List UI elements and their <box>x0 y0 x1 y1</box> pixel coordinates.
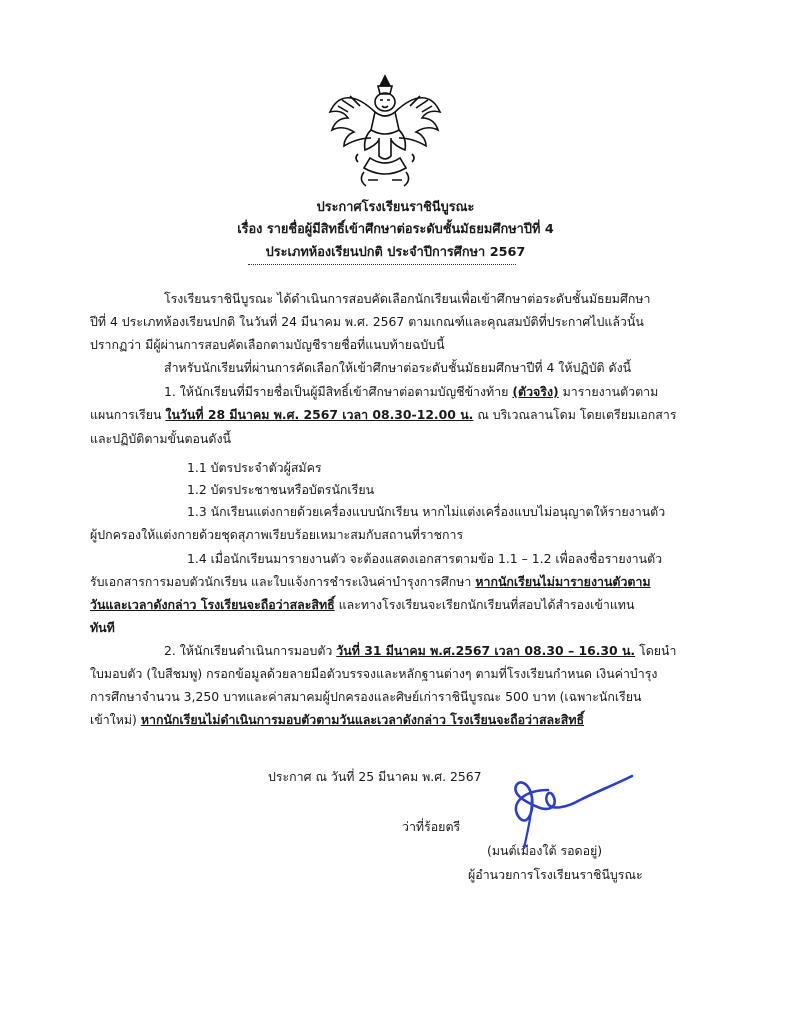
subitem-1-4-line2 <box>90 573 651 592</box>
item2-forfeit-warning: หากนักเรียนไม่ดำเนินการมอบตัวตามวันและเวลาดังกล่าว โรงเรียนจะถือว่าสละสิทธิ์ <box>140 712 585 727</box>
announcement-date: ประกาศ ณ วันที่ 25 มีนาคม พ.ศ. 2567 <box>268 769 482 784</box>
announcement-title: ประกาศโรงเรียนราชินีบูรณะ <box>316 200 475 215</box>
subitem-1-4-line3 <box>90 596 634 615</box>
signer-rank: ว่าที่ร้อยตรี <box>402 819 461 834</box>
item1-line1-text: 1. ให้นักเรียนที่มีรายชื่อเป็นผู้มีสิทธิ์เข้าศึกษาต่อตามบัญชีข้างท้าย <box>164 384 513 399</box>
item2-line1-tail: โดยนำ <box>635 643 677 658</box>
item1-line3: และปฏิบัติตามขั้นตอนดังนี้ <box>90 431 231 446</box>
item2-line4 <box>90 711 584 730</box>
announcement-category: ประเภทห้องเรียนปกติ ประจำปีการศึกษา 2567 <box>265 245 526 260</box>
subitem-1-1: 1.1 บัตรประจำตัวผู้สมัคร <box>187 460 322 475</box>
subitem-1-3-line1: 1.3 นักเรียนแต่งกายด้วยเครื่องแบบนักเรียน หากไม่แต่งเครื่องแบบไม่อนุญาตให้รายงานตัว <box>187 504 666 519</box>
para1-line3: ปรากฏว่า มีผู้ผ่านการสอบคัดเลือกตามบัญชีรายชื่อที่แนบท้ายฉบับนี้ <box>90 337 445 352</box>
signature-icon <box>470 768 640 858</box>
para1-line2: ปีที่ 4 ประเภทห้องเรียนปกติ ในวันที่ 24 มีนาคม พ.ศ. 2567 ตามเกณฑ์และคุณสมบัติที่ประกาศไปแล้วนั้น <box>90 314 644 329</box>
item2-line1-text: 2. ให้นักเรียนดำเนินการมอบตัว <box>164 643 337 658</box>
item2-line1 <box>164 642 676 661</box>
item1-line1-tail: มารายงานตัวตาม <box>558 384 659 399</box>
item1-date: ในวันที่ 28 มีนาคม พ.ศ. 2567 เวลา 08.30-12.00 น. <box>165 407 474 422</box>
forfeit-warning-part1: หากนักเรียนไม่มารายงานตัวตาม <box>475 574 651 589</box>
signer-position: ผู้อำนวยการโรงเรียนราชินีบูรณะ <box>468 867 643 882</box>
forfeit-warning-part2: วันและเวลาดังกล่าว โรงเรียนจะถือว่าสละสิทธิ์ <box>90 597 335 612</box>
item2-date: วันที่ 31 มีนาคม พ.ศ.2567 เวลา 08.30 – 16.30 น. <box>336 643 636 658</box>
subitem-1-4-line2-text: รับเอกสารการมอบตัวนักเรียน และใบแจ้งการชำระเงินค่าบำรุงการศึกษา <box>90 574 476 589</box>
subitem-1-3-line2: ผู้ปกครองให้แต่งกายด้วยชุดสุภาพเรียบร้อยเหมาะสมกับสถานที่ราชการ <box>90 527 464 542</box>
dotted-divider <box>248 264 516 265</box>
garuda-emblem-icon <box>324 72 446 190</box>
item1-original-label: (ตัวจริง) <box>512 384 559 399</box>
item1-line2-text: แผนการเรียน <box>90 407 166 422</box>
item1-line1 <box>164 383 658 402</box>
subitem-1-2: 1.2 บัตรประชาชนหรือบัตรนักเรียน <box>187 482 375 497</box>
para1-line1: โรงเรียนราชินีบูรณะ ได้ดำเนินการสอบคัดเลือกนักเรียนเพื่อเข้าศึกษาต่อระดับชั้นมัธยมศึกษา <box>164 291 651 306</box>
para2: สำหรับนักเรียนที่ผ่านการคัดเลือกให้เข้าศึกษาต่อระดับชั้นมัธยมศึกษาปีที่ 4 ให้ปฏิบัติ ดังนี้ <box>164 360 632 375</box>
subitem-1-4-line3-tail: และทางโรงเรียนจะเรียกนักเรียนที่สอบได้สำรองเข้าแทน <box>334 597 635 612</box>
subitem-1-4-line4: ทันที <box>90 620 115 635</box>
item2-line4-text: เข้าใหม่) <box>90 712 141 727</box>
item1-line2 <box>90 406 676 425</box>
announcement-subject: เรื่อง รายชื่อผู้มีสิทธิ์เข้าศึกษาต่อระดับชั้นมัธยมศึกษาปีที่ 4 <box>237 222 554 237</box>
signer-name: (มนต์เมืองใต้ รอดอยู่) <box>487 843 603 858</box>
subitem-1-4-line1: 1.4 เมื่อนักเรียนมารายงานตัว จะต้องแสดงเอกสารตามข้อ 1.1 – 1.2 เพื่อลงชื่อรายงานตัว <box>187 551 663 566</box>
item2-line3: การศึกษาจำนวน 3,250 บาทและค่าสมาคมผู้ปกครองและศิษย์เก่าราชินีบูรณะ 500 บาท (เฉพาะนักเรียน <box>90 689 642 704</box>
item2-line2: ใบมอบตัว (ใบสีชมพู) กรอกข้อมูลด้วยลายมือตัวบรรจงและหลักฐานต่างๆ ตามที่โรงเรียนกำหนด เงินค่าบำรุง <box>90 666 658 681</box>
item1-line2-tail: ณ บริเวณลานโดม โดยเตรียมเอกสาร <box>473 407 677 422</box>
